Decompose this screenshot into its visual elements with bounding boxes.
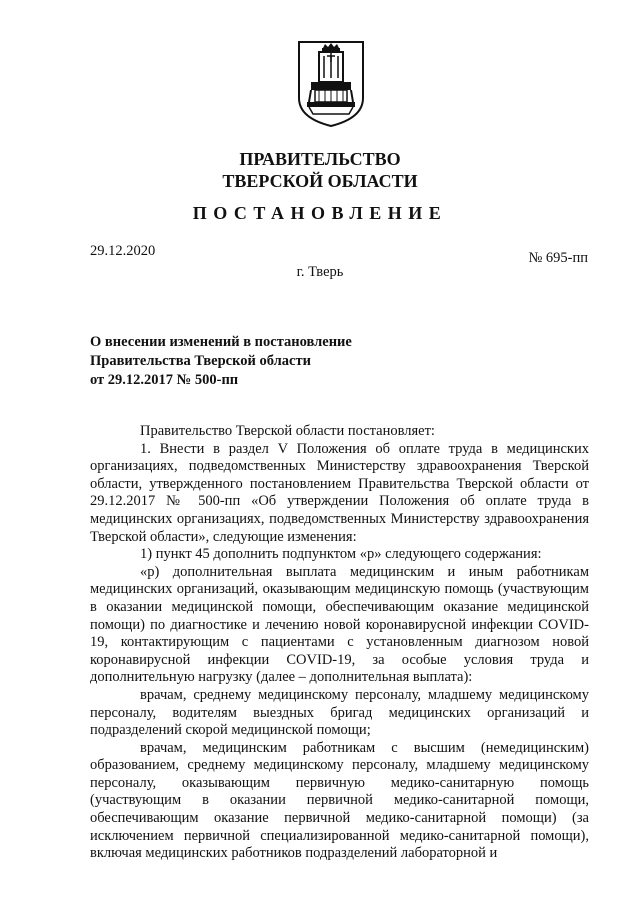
org-line-1: ПРАВИТЕЛЬСТВО <box>239 149 401 169</box>
document-type: ПОСТАНОВЛЕНИЕ <box>192 203 448 223</box>
body-paragraph: 1) пункт 45 дополнить подпунктом «р» следующего содержания: <box>140 546 542 563</box>
body-paragraph: врачам, медицинским работникам с высшим (немедицинским) образованием, среднему медицинскому персоналу, младшему медицинскому персоналу, оказывающим первичную медико-санитарную помощь (участвующим в оказании первичной медико-санитарной помощи, обеспечивающим оказание первичной медико-санитарной помощи) (за исключением первичной специализированной медико-санитарной помощи), включая медицинских работников подразделений лабораторной и <box>90 739 589 862</box>
subject-line-3: от 29.12.2017 № 500-пп <box>90 372 239 388</box>
body-paragraph: «р) дополнительная выплата медицинским и иным работникам медицинских организаций, оказывающим медицинскую помощь (участвующим в оказании медицинской помощи, обеспечивающим оказание медицинской помощи) по диагностике и лечению новой коронавирусной инфекции COVID-19, контактирующим с пациентами с установленным диагнозом новой коронавирусной инфекции COVID-19, за особые условия труда и дополнительную нагрузку (далее – дополнительная выплата): <box>90 563 589 686</box>
coat-of-arms-icon <box>297 40 365 128</box>
subject-line-2: Правительства Тверской области <box>90 353 311 369</box>
subject-line-1: О внесении изменений в постановление <box>90 334 352 350</box>
document-body <box>90 423 589 863</box>
document-city: г. Тверь <box>296 264 344 280</box>
body-paragraph: врачам, среднему медицинскому персоналу, младшему медицинскому персоналу, водителям выездных бригад медицинских организаций и подразделений скорой медицинской помощи; <box>90 686 589 739</box>
document-date: 29.12.2020 <box>90 243 156 259</box>
organization-name <box>0 148 640 192</box>
document-number: № 695-пп <box>528 250 588 266</box>
body-paragraph: 1. Внести в раздел V Положения об оплате труда в медицинских организациях, подведомственных Министерству здравоохранения Тверской области, утвержденного постановлением Правительства Тверской области от 29.12.2017 № 500-пп «Об утверждении Положения об оплате труда в медицинских организациях, подведомственных Министерству здравоохранения Тверской области», следующие изменения: <box>90 440 589 545</box>
body-paragraph: Правительство Тверской области постановляет: <box>140 423 435 439</box>
org-line-2: ТВЕРСКОЙ ОБЛАСТИ <box>222 171 418 191</box>
document-subject <box>90 333 352 390</box>
